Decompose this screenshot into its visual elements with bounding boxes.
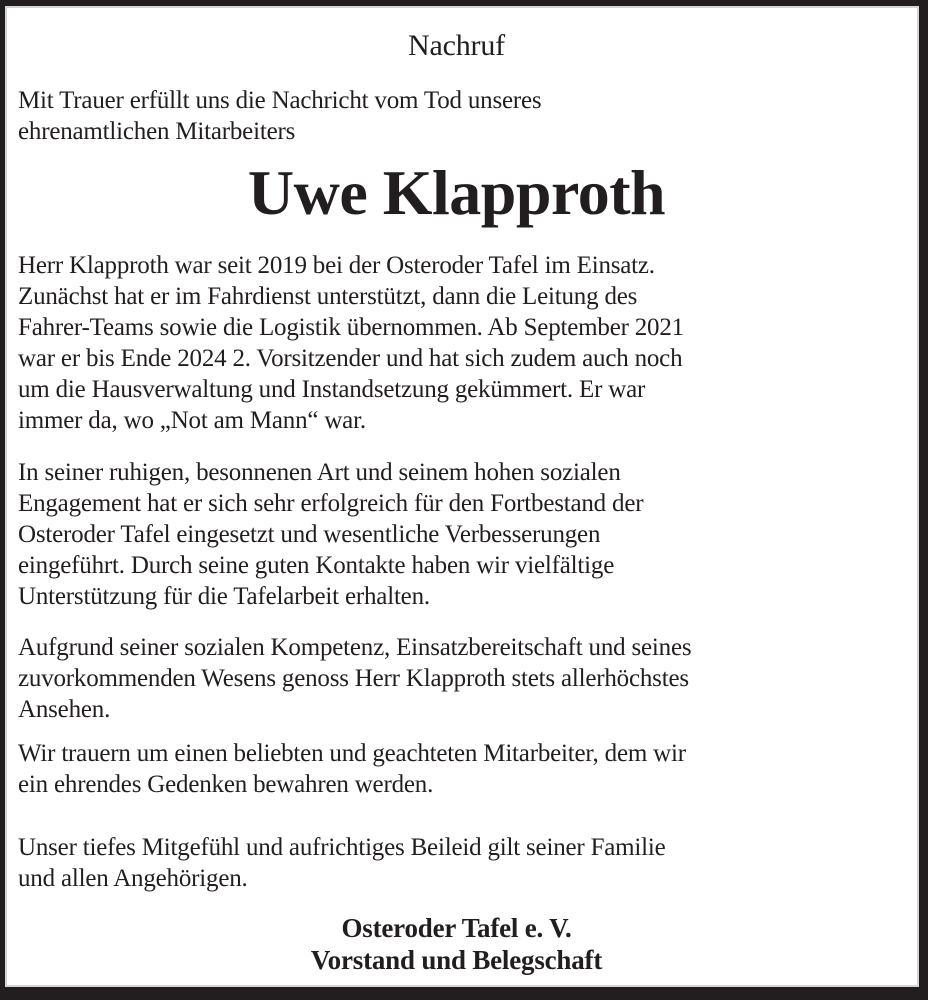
body-paragraph — [18, 457, 895, 612]
text-line: und allen Angehörigen. — [18, 865, 248, 892]
text-line: Aufgrund seiner sozialen Kompetenz, Einsatzbereitschaft und seines — [18, 634, 692, 661]
text-line: Unterstützung für die Tafelarbeit erhalten. — [18, 583, 430, 610]
text-line: Fahrer-Teams sowie die Logistik übernommen. Ab September 2021 — [18, 314, 684, 341]
deceased-name: Uwe Klapproth — [247, 157, 666, 228]
text-line: Zunächst hat er im Fahrdienst unterstützt, dann die Leitung des — [18, 283, 638, 310]
body-paragraph — [18, 632, 895, 725]
body-paragraphs — [18, 250, 895, 894]
text-line: immer da, wo „Not am Mann“ war. — [18, 407, 366, 434]
text-line: Herr Klapproth war seit 2019 bei der Osteroder Tafel im Einsatz. — [18, 252, 655, 279]
body-paragraph — [18, 738, 895, 800]
text-line: ein ehrendes Gedenken bewahren werden. — [18, 771, 434, 798]
text-line: eingeführt. Durch seine guten Kontakte haben wir vielfältige — [18, 552, 615, 579]
text-line: Wir trauern um einen beliebten und geachteten Mitarbeiter, dem wir — [18, 740, 686, 767]
intro-line: Mit Trauer erfüllt uns die Nachricht vom Tod unseres — [18, 87, 542, 114]
text-line: Unser tiefes Mitgefühl und aufrichtiges Beileid gilt seiner Familie — [18, 834, 666, 861]
text-line: In seiner ruhigen, besonnenen Art und seinem hohen sozialen — [18, 459, 621, 486]
signature-organization: Osteroder Tafel e. V. — [341, 913, 572, 943]
text-line: war er bis Ende 2024 2. Vorsitzender und hat sich zudem auch noch — [18, 345, 683, 372]
signature-from: Vorstand und Belegschaft — [310, 945, 603, 975]
notice-kicker: Nachruf — [408, 29, 505, 62]
intro-line: ehrenamtlichen Mitarbeiters — [18, 118, 296, 145]
text-line: Ansehen. — [18, 696, 111, 723]
body-paragraph — [18, 832, 895, 894]
body-paragraph — [18, 250, 895, 436]
signature-block — [18, 912, 895, 976]
text-line: Osteroder Tafel eingesetzt und wesentliche Verbesserungen — [18, 521, 601, 548]
obituary-notice — [5, 6, 919, 987]
intro-text — [18, 85, 895, 147]
text-line: um die Hausverwaltung und Instandsetzung gekümmert. Er war — [18, 376, 646, 403]
text-line: zuvorkommenden Wesens genoss Herr Klapproth stets allerhöchstes — [18, 665, 689, 692]
text-line: Engagement hat er sich sehr erfolgreich für den Fortbestand der — [18, 490, 644, 517]
